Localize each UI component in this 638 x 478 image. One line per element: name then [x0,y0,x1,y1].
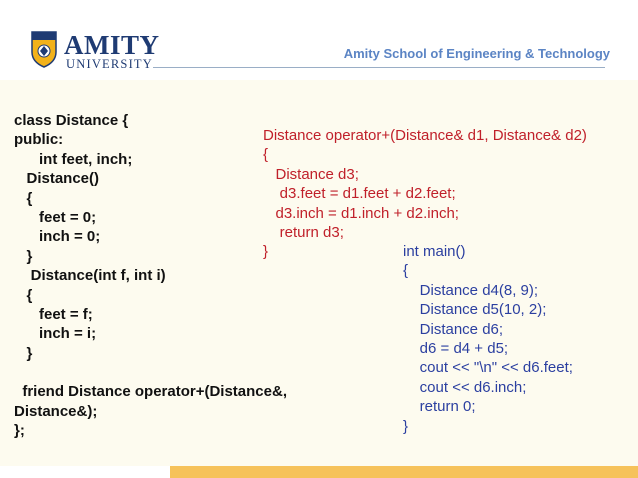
code-line: int main() [403,243,466,260]
amity-crest-icon [30,30,58,68]
header-divider [153,67,605,68]
code-line: friend Distance operator+(Distance&, [14,383,287,401]
code-line: Distance(int f, int i) [14,267,166,285]
code-line: cout << "\n" << d6.feet; [403,359,573,377]
logo-subtitle: UNIVERSITY [66,57,153,71]
code-line: public: [14,131,64,149]
code-line: } [263,243,269,261]
logo-wordmark: AMITY [64,30,160,60]
code-line: }; [14,422,25,440]
code-line: d3.feet = d1.feet + d2.feet; [263,185,456,203]
slide-header [0,0,638,80]
code-line: Distance d3; [263,165,359,183]
code-line: feet = 0; [14,208,97,226]
code-line: { [14,286,33,304]
code-line: d3.inch = d1.inch + d2.inch; [263,204,459,222]
code-line: inch = i; [14,325,97,343]
code-line: } [14,247,33,265]
class-definition-code [14,111,287,441]
school-title: Amity School of Engineering & Technology [343,46,610,61]
code-line: feet = f; [14,305,93,323]
code-line: d6 = d4 + d5; [403,339,509,357]
code-line: int feet, inch; [14,150,133,168]
code-line: return d3; [263,223,344,241]
code-line: Distance d5(10, 2); [403,301,547,319]
amity-logo [30,30,170,72]
code-line: { [14,189,33,207]
code-line: return 0; [403,398,476,416]
code-line: cout << d6.inch; [403,378,527,396]
code-line: Distance() [14,170,100,188]
code-line: Distance d6; [403,320,504,338]
code-line: { [263,146,269,164]
code-line: inch = 0; [14,228,101,246]
code-line: { [403,262,409,280]
code-line: Distance operator+(Distance& d1, Distance& d2) [263,127,587,144]
code-line [14,363,287,382]
code-line: } [403,417,409,435]
code-line: } [14,344,33,362]
code-line: Distance&); [14,402,98,420]
code-line: class Distance { [14,112,129,129]
footer-accent-bar [170,466,638,478]
code-line: Distance d4(8, 9); [403,281,539,299]
main-function-code [403,242,573,436]
